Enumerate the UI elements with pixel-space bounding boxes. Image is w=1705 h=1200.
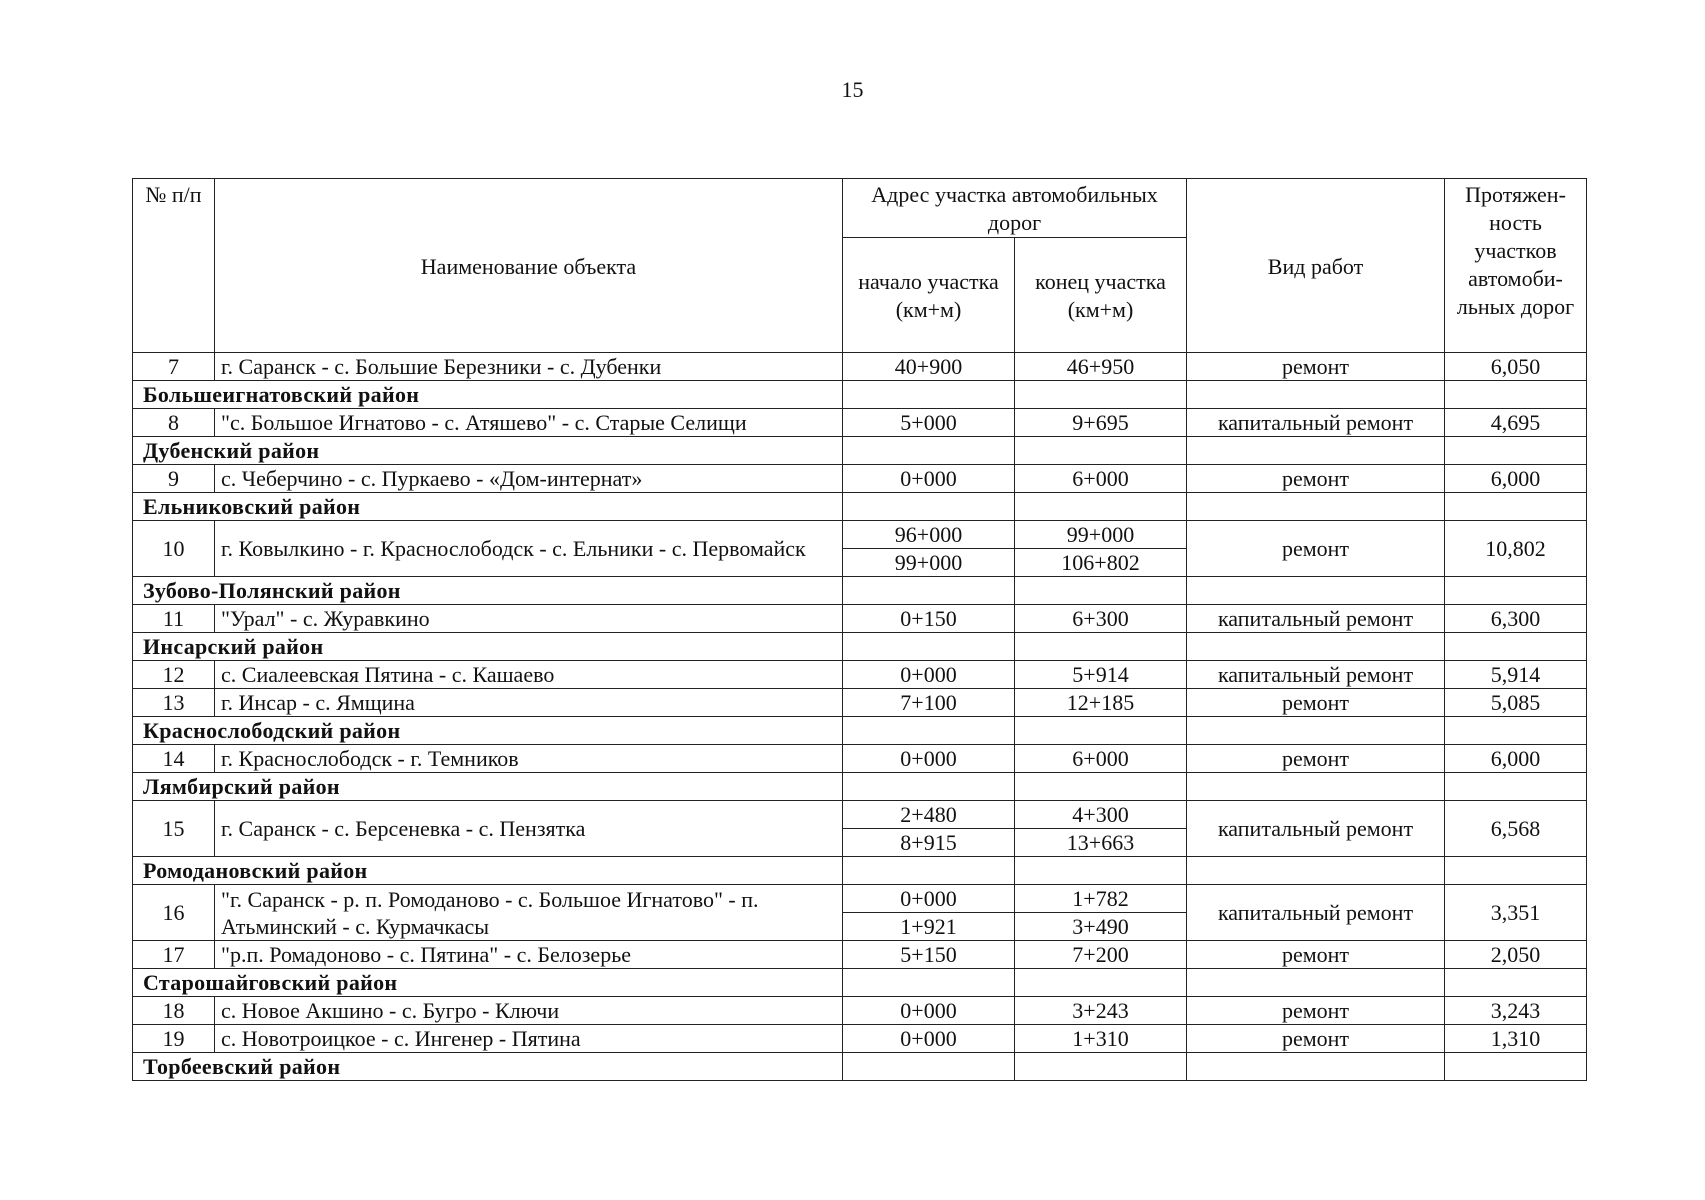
segment-end: 99+000 (1015, 521, 1187, 549)
road-length: 6,300 (1445, 605, 1587, 633)
table-row (133, 885, 1587, 913)
empty-cell (1445, 1053, 1587, 1081)
work-type: ремонт (1187, 1025, 1445, 1053)
district-name: Зубово-Полянский район (133, 577, 843, 605)
table-row (133, 801, 1587, 829)
empty-cell (843, 1053, 1015, 1081)
road-length: 6,000 (1445, 465, 1587, 493)
segment-end: 6+000 (1015, 745, 1187, 773)
segment-start: 7+100 (843, 689, 1015, 717)
table-row (133, 353, 1587, 381)
segment-end: 1+310 (1015, 1025, 1187, 1053)
object-name: с. Новое Акшино - с. Бугро - Ключи (215, 997, 843, 1025)
segment-start: 0+150 (843, 605, 1015, 633)
road-length: 10,802 (1445, 521, 1587, 577)
district-row (133, 633, 1587, 661)
district-row (133, 857, 1587, 885)
object-name: с. Новотроицкое - с. Ингенер - Пятина (215, 1025, 843, 1053)
district-name: Старошайговский район (133, 969, 843, 997)
row-number: 11 (133, 605, 215, 633)
object-name: "р.п. Ромадоново - с. Пятина" - с. Белозерье (215, 941, 843, 969)
segment-start: 0+000 (843, 745, 1015, 773)
empty-cell (1015, 1053, 1187, 1081)
segment-start: 0+000 (843, 465, 1015, 493)
row-number: 7 (133, 353, 215, 381)
district-name: Ельниковский район (133, 493, 843, 521)
empty-cell (843, 493, 1015, 521)
work-type: ремонт (1187, 941, 1445, 969)
segment-end: 13+663 (1015, 829, 1187, 857)
segment-end: 9+695 (1015, 409, 1187, 437)
empty-cell (1445, 717, 1587, 745)
district-row (133, 577, 1587, 605)
segment-end: 3+490 (1015, 913, 1187, 941)
road-length: 5,085 (1445, 689, 1587, 717)
district-name: Краснослободский район (133, 717, 843, 745)
work-type: капитальный ремонт (1187, 801, 1445, 857)
empty-cell (1187, 1053, 1445, 1081)
empty-cell (1015, 969, 1187, 997)
empty-cell (843, 381, 1015, 409)
work-type: ремонт (1187, 997, 1445, 1025)
table-row (133, 661, 1587, 689)
empty-cell (1187, 857, 1445, 885)
district-row (133, 773, 1587, 801)
empty-cell (1445, 437, 1587, 465)
table-row (133, 605, 1587, 633)
empty-cell (843, 437, 1015, 465)
object-name: "Урал" - с. Журавкино (215, 605, 843, 633)
road-length: 5,914 (1445, 661, 1587, 689)
district-row (133, 969, 1587, 997)
district-row (133, 437, 1587, 465)
row-number: 14 (133, 745, 215, 773)
segment-end: 106+802 (1015, 549, 1187, 577)
work-type: ремонт (1187, 521, 1445, 577)
row-number: 13 (133, 689, 215, 717)
empty-cell (1187, 717, 1445, 745)
segment-start: 0+000 (843, 885, 1015, 913)
work-type: капитальный ремонт (1187, 885, 1445, 941)
road-length: 6,000 (1445, 745, 1587, 773)
district-row (133, 717, 1587, 745)
empty-cell (1445, 857, 1587, 885)
empty-cell (1187, 773, 1445, 801)
page-number: 15 (841, 77, 864, 102)
work-type: капитальный ремонт (1187, 661, 1445, 689)
header-work-type: Вид работ (1187, 179, 1445, 353)
table-row (133, 689, 1587, 717)
road-length: 3,351 (1445, 885, 1587, 941)
segment-end: 3+243 (1015, 997, 1187, 1025)
empty-cell (843, 857, 1015, 885)
empty-cell (1015, 381, 1187, 409)
empty-cell (1015, 773, 1187, 801)
table-row (133, 941, 1587, 969)
row-number: 16 (133, 885, 215, 941)
row-number: 18 (133, 997, 215, 1025)
empty-cell (843, 577, 1015, 605)
work-type: ремонт (1187, 689, 1445, 717)
empty-cell (1187, 577, 1445, 605)
segment-start: 2+480 (843, 801, 1015, 829)
empty-cell (1015, 857, 1187, 885)
empty-cell (1015, 717, 1187, 745)
empty-cell (1015, 437, 1187, 465)
table-row (133, 465, 1587, 493)
header-start: начало участка (км+м) (843, 238, 1015, 353)
district-row (133, 1053, 1587, 1081)
row-number: 10 (133, 521, 215, 577)
empty-cell (1445, 773, 1587, 801)
table-body (133, 353, 1587, 1081)
segment-start: 96+000 (843, 521, 1015, 549)
empty-cell (1445, 969, 1587, 997)
work-type: капитальный ремонт (1187, 409, 1445, 437)
work-type: капитальный ремонт (1187, 605, 1445, 633)
empty-cell (1187, 633, 1445, 661)
header-object-name: Наименование объекта (215, 179, 843, 353)
object-name: г. Ковылкино - г. Краснослободск - с. Ельники - с. Первомайск (215, 521, 843, 577)
road-works-table (132, 178, 1587, 1081)
object-name: г. Краснослободск - г. Темников (215, 745, 843, 773)
segment-end: 12+185 (1015, 689, 1187, 717)
empty-cell (843, 969, 1015, 997)
district-name: Лямбирский район (133, 773, 843, 801)
segment-end: 1+782 (1015, 885, 1187, 913)
district-name: Инсарский район (133, 633, 843, 661)
empty-cell (1187, 493, 1445, 521)
object-name: "г. Саранск - р. п. Ромоданово - с. Большое Игнатово" - п. Атьминский - с. Курмачкасы (215, 885, 843, 941)
empty-cell (1187, 437, 1445, 465)
header-end: конец участка (км+м) (1015, 238, 1187, 353)
work-type: ремонт (1187, 465, 1445, 493)
empty-cell (843, 773, 1015, 801)
segment-end: 6+300 (1015, 605, 1187, 633)
road-length: 6,050 (1445, 353, 1587, 381)
district-row (133, 493, 1587, 521)
object-name: с. Чеберчино - с. Пуркаево - «Дом-интернат» (215, 465, 843, 493)
empty-cell (1187, 969, 1445, 997)
road-length: 4,695 (1445, 409, 1587, 437)
empty-cell (1445, 633, 1587, 661)
segment-start: 5+150 (843, 941, 1015, 969)
road-length: 1,310 (1445, 1025, 1587, 1053)
district-name: Дубенский район (133, 437, 843, 465)
segment-end: 5+914 (1015, 661, 1187, 689)
header-number: № п/п (133, 179, 215, 353)
district-name: Большеигнатовский район (133, 381, 843, 409)
segment-end: 46+950 (1015, 353, 1187, 381)
object-name: с. Сиалеевская Пятина - с. Кашаево (215, 661, 843, 689)
empty-cell (1015, 577, 1187, 605)
object-name: г. Саранск - с. Берсеневка - с. Пензятка (215, 801, 843, 857)
empty-cell (1187, 381, 1445, 409)
segment-end: 7+200 (1015, 941, 1187, 969)
segment-start: 0+000 (843, 997, 1015, 1025)
table-row (133, 745, 1587, 773)
district-name: Ромодановский район (133, 857, 843, 885)
segment-start: 40+900 (843, 353, 1015, 381)
header-address-group: Адрес участка автомобильных дорог (843, 179, 1187, 238)
work-type: ремонт (1187, 353, 1445, 381)
object-name: г. Саранск - с. Большие Березники - с. Дубенки (215, 353, 843, 381)
road-length: 3,243 (1445, 997, 1587, 1025)
segment-start: 5+000 (843, 409, 1015, 437)
row-number: 12 (133, 661, 215, 689)
empty-cell (1015, 633, 1187, 661)
district-name: Торбеевский район (133, 1053, 843, 1081)
segment-end: 4+300 (1015, 801, 1187, 829)
work-type: ремонт (1187, 745, 1445, 773)
empty-cell (1445, 577, 1587, 605)
row-number: 8 (133, 409, 215, 437)
road-length: 2,050 (1445, 941, 1587, 969)
empty-cell (1445, 493, 1587, 521)
table-row (133, 997, 1587, 1025)
table-row (133, 1025, 1587, 1053)
segment-end: 6+000 (1015, 465, 1187, 493)
header-length: Протяжен-ность участков автомоби-льных дорог (1445, 179, 1587, 353)
row-number: 17 (133, 941, 215, 969)
empty-cell (1445, 381, 1587, 409)
segment-start: 8+915 (843, 829, 1015, 857)
empty-cell (843, 717, 1015, 745)
row-number: 15 (133, 801, 215, 857)
table-row (133, 521, 1587, 549)
table-row (133, 409, 1587, 437)
segment-start: 0+000 (843, 661, 1015, 689)
row-number: 9 (133, 465, 215, 493)
segment-start: 0+000 (843, 1025, 1015, 1053)
empty-cell (1015, 493, 1187, 521)
row-number: 19 (133, 1025, 215, 1053)
object-name: г. Инсар - с. Ямщина (215, 689, 843, 717)
empty-cell (843, 633, 1015, 661)
segment-start: 99+000 (843, 549, 1015, 577)
road-length: 6,568 (1445, 801, 1587, 857)
segment-start: 1+921 (843, 913, 1015, 941)
object-name: "с. Большое Игнатово - с. Атяшево" - с. Старые Селищи (215, 409, 843, 437)
district-row (133, 381, 1587, 409)
